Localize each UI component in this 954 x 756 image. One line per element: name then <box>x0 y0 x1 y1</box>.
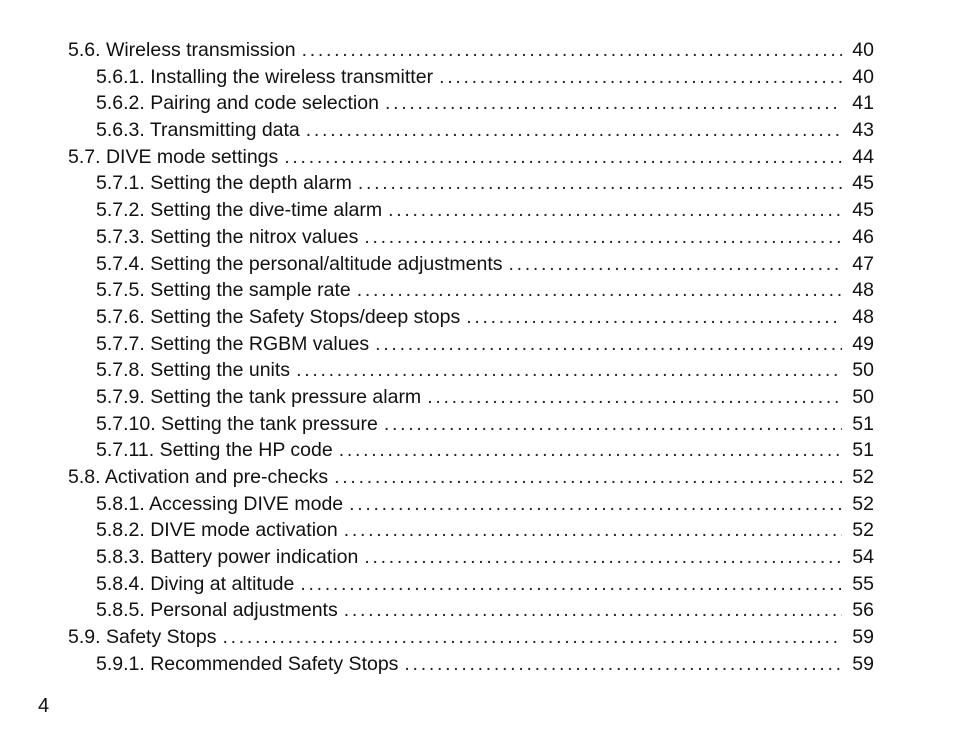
toc-entry-page: 41 <box>852 92 874 115</box>
toc-entry-title: 5.6.1. Installing the wireless transmitter <box>96 65 434 88</box>
toc-subsection-entry <box>68 64 874 91</box>
toc-subsection-entry <box>68 491 874 518</box>
toc-entry-page: 52 <box>852 466 874 488</box>
toc-dot-leader <box>334 464 842 491</box>
toc-dot-leader <box>296 357 842 384</box>
toc-entry-page: 45 <box>852 199 874 222</box>
toc-dot-leader <box>427 384 842 411</box>
toc-entry-title: 5.8.1. Accessing DIVE mode <box>96 492 344 515</box>
toc-dot-leader <box>364 544 842 571</box>
toc-entry-page: 52 <box>852 492 874 515</box>
toc-subsection-entry <box>68 411 874 438</box>
toc-subsection-entry <box>68 384 874 411</box>
toc-entry-page: 59 <box>852 626 874 649</box>
toc-entry-title: 5.8.3. Battery power indication <box>96 546 359 569</box>
toc-entry-title: 5.7.1. Setting the depth alarm <box>96 172 352 195</box>
toc-entry-title: 5.7. DIVE mode settings <box>68 145 279 168</box>
toc-entry-title: 5.7.6. Setting the Safety Stops/deep stops <box>96 305 461 328</box>
toc-dot-leader <box>385 90 842 117</box>
toc-subsection-entry <box>68 224 874 251</box>
toc-entry-title: 5.8.5. Personal adjustments <box>96 599 338 622</box>
toc-subsection-entry <box>68 117 874 144</box>
toc-entry-title: 5.8.2. DIVE mode activation <box>96 519 338 542</box>
toc-entry-page: 46 <box>852 225 874 248</box>
toc-subsection-entry <box>68 597 874 624</box>
toc-subsection-entry <box>68 437 874 464</box>
toc-subsection-entry <box>68 90 874 117</box>
toc-entry-title: 5.6. Wireless transmission <box>68 39 296 61</box>
toc-dot-leader <box>388 197 842 224</box>
toc-section-entry <box>68 464 874 491</box>
toc-entry-page: 48 <box>852 279 874 302</box>
toc-entry-page: 59 <box>852 652 874 675</box>
toc-dot-leader <box>284 144 842 171</box>
toc-entry-title: 5.9. Safety Stops <box>68 626 217 649</box>
toc-entry-page: 40 <box>852 39 874 61</box>
toc-subsection-entry <box>68 651 874 678</box>
toc-dot-leader <box>364 224 842 251</box>
toc-section-entry <box>68 624 874 651</box>
toc-dot-leader <box>349 491 842 518</box>
toc-entry-title: 5.9.1. Recommended Safety Stops <box>96 652 399 675</box>
toc-entry-page: 43 <box>852 119 874 142</box>
toc-section-entry <box>68 37 874 64</box>
toc-dot-leader <box>439 64 842 91</box>
toc-subsection-entry <box>68 544 874 571</box>
page-number: 4 <box>38 695 50 717</box>
toc-entry-title: 5.7.2. Setting the dive-time alarm <box>96 199 383 222</box>
toc-entry-page: 55 <box>852 572 874 595</box>
toc-dot-leader <box>358 170 842 197</box>
toc-entry-page: 45 <box>852 172 874 195</box>
toc-subsection-entry <box>68 197 874 224</box>
toc-entry-title: 5.7.5. Setting the sample rate <box>96 279 351 302</box>
toc-subsection-entry <box>68 331 874 358</box>
toc-dot-leader <box>302 37 842 64</box>
toc-subsection-entry <box>68 277 874 304</box>
toc-dot-leader <box>357 277 842 304</box>
toc-dot-leader <box>344 517 842 544</box>
toc-subsection-entry <box>68 251 874 278</box>
toc-entry-page: 50 <box>852 385 874 408</box>
toc-dot-leader <box>339 437 842 464</box>
toc-subsection-entry <box>68 357 874 384</box>
toc-entry-title: 5.7.8. Setting the units <box>96 359 291 382</box>
toc-entry-page: 51 <box>852 412 874 435</box>
toc-dot-leader <box>404 651 842 678</box>
toc-dot-leader <box>223 624 842 651</box>
toc-dot-leader <box>306 117 842 144</box>
toc-subsection-entry <box>68 170 874 197</box>
toc-dot-leader <box>466 304 842 331</box>
toc-entry-page: 56 <box>852 599 874 622</box>
toc-dot-leader <box>384 411 842 438</box>
toc-entry-page: 54 <box>852 546 874 569</box>
toc-section-entry <box>68 144 874 171</box>
toc-entry-page: 47 <box>852 252 874 275</box>
toc-entry-title: 5.6.2. Pairing and code selection <box>96 92 379 115</box>
toc-entry-title: 5.7.4. Setting the personal/altitude adjustments <box>96 252 503 275</box>
toc-entry-title: 5.8.4. Diving at altitude <box>96 572 295 595</box>
toc-subsection-entry <box>68 304 874 331</box>
toc-entry-page: 52 <box>852 519 874 542</box>
toc-entry-title: 5.7.7. Setting the RGBM values <box>96 332 370 355</box>
toc-subsection-entry <box>68 517 874 544</box>
toc-entry-title: 5.7.9. Setting the tank pressure alarm <box>96 385 422 408</box>
toc-entry-page: 50 <box>852 359 874 382</box>
toc-entry-title: 5.8. Activation and pre-checks <box>68 466 329 488</box>
toc-entry-page: 40 <box>852 65 874 88</box>
toc-entry-page: 44 <box>852 145 874 168</box>
toc-entry-title: 5.6.3. Transmitting data <box>96 119 300 142</box>
toc-entry-page: 49 <box>852 332 874 355</box>
toc-entry-title: 5.7.10. Setting the tank pressure <box>96 412 378 435</box>
toc-entry-title: 5.7.3. Setting the nitrox values <box>96 225 359 248</box>
toc-dot-leader <box>509 251 842 278</box>
toc-dot-leader <box>375 331 842 358</box>
toc-dot-leader <box>300 571 842 598</box>
toc-subsection-entry <box>68 571 874 598</box>
table-of-contents <box>68 37 874 678</box>
toc-entry-page: 51 <box>852 439 874 462</box>
toc-entry-page: 48 <box>852 305 874 328</box>
toc-entry-title: 5.7.11. Setting the HP code <box>96 439 333 462</box>
toc-dot-leader <box>344 597 842 624</box>
